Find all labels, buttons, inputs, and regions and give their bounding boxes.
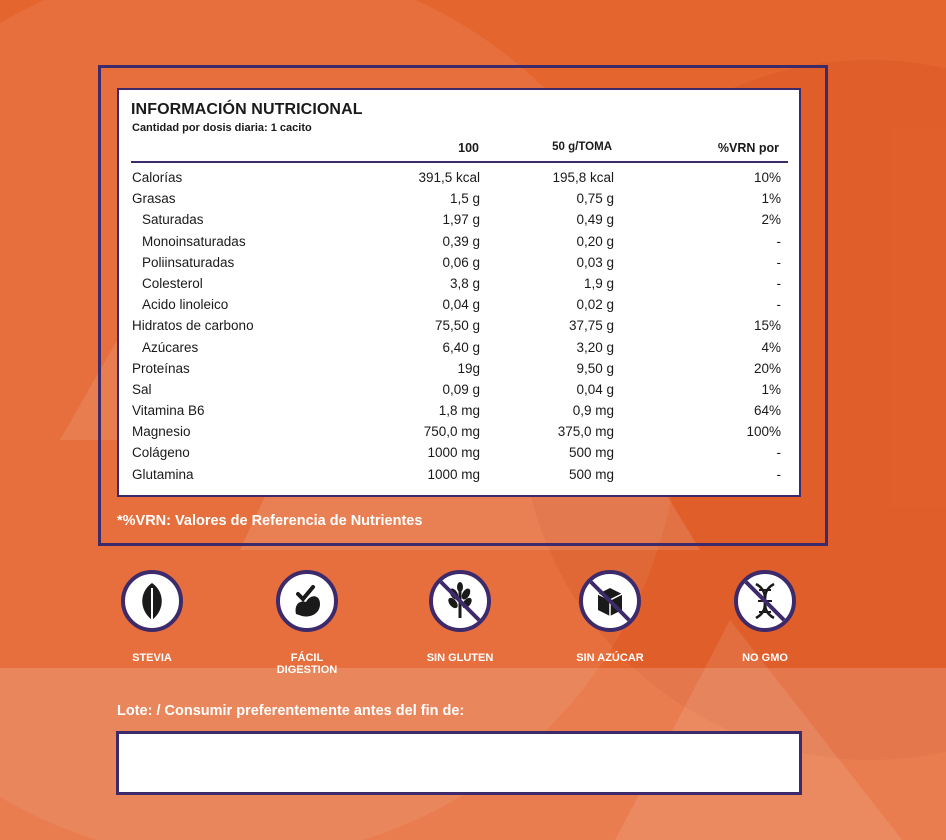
value-vrn: - — [776, 297, 781, 313]
header-divider — [131, 161, 788, 163]
nutrient-name: Sal — [132, 381, 152, 397]
value-per-100: 19g — [457, 360, 480, 376]
value-per-100: 1000 mg — [427, 445, 480, 461]
nutrient-name: Colesterol — [142, 275, 203, 291]
table-row — [131, 337, 788, 358]
value-per-100: 3,8 g — [449, 275, 480, 291]
value-vrn: - — [776, 233, 781, 249]
badge-sin-azucar — [550, 570, 670, 664]
panel-title: INFORMACIÓN NUTRICIONAL — [131, 101, 363, 118]
dna-crossed-icon — [734, 570, 796, 632]
nutrient-name: Magnesio — [132, 424, 191, 440]
column-header-per-serving: 50 g/TOMA — [552, 141, 612, 153]
stomach-check-icon — [276, 570, 338, 632]
table-row — [131, 294, 788, 315]
nutrient-name: Acido linoleico — [142, 297, 229, 313]
wheat-crossed-icon — [429, 570, 491, 632]
badge-label-text: FÁCIL DIGESTION — [276, 652, 338, 676]
value-per-serving: 0,03 g — [576, 254, 614, 270]
value-per-serving: 0,04 g — [576, 381, 614, 397]
leaf-icon — [121, 570, 183, 632]
value-per-serving: 9,50 g — [576, 360, 614, 376]
lote-field — [116, 731, 802, 795]
table-row — [131, 252, 788, 273]
value-per-100: 1,5 g — [449, 191, 480, 207]
value-per-100: 0,39 g — [442, 233, 480, 249]
value-vrn: - — [776, 275, 781, 291]
nutrient-name: Poliinsaturadas — [142, 254, 235, 270]
nutrient-name: Saturadas — [142, 212, 204, 228]
nutrient-name: Glutamina — [132, 466, 194, 482]
badge-label: NO GMO — [742, 652, 788, 664]
table-row — [131, 315, 788, 336]
value-per-serving: 500 mg — [568, 466, 614, 482]
value-per-serving: 0,75 g — [576, 191, 614, 207]
panel-subtitle: Cantidad por dosis diaria: 1 cacito — [132, 122, 312, 134]
nutrient-name: Grasas — [132, 191, 176, 207]
table-row — [131, 231, 788, 252]
nutrient-name: Azúcares — [142, 339, 199, 355]
nutrient-name: Calorías — [132, 170, 183, 185]
value-per-100: 0,06 g — [442, 254, 480, 270]
badge-sin-gluten — [400, 570, 520, 664]
nutrient-name: Monoinsaturadas — [142, 233, 246, 249]
table-row — [131, 167, 788, 188]
nutrient-name: Vitamina B6 — [132, 403, 205, 419]
value-per-100: 1,97 g — [442, 212, 480, 228]
value-vrn: 15% — [753, 318, 781, 334]
value-vrn: - — [776, 466, 781, 482]
value-vrn: - — [776, 254, 781, 270]
badge-no-gmo — [705, 570, 825, 664]
lote-label: Lote: / Consumir preferentemente antes del fin de: — [117, 703, 465, 719]
value-vrn: 100% — [746, 424, 781, 440]
value-per-serving: 375,0 mg — [557, 424, 614, 440]
table-row — [131, 421, 788, 442]
value-per-serving: 0,9 mg — [572, 403, 614, 419]
value-per-serving: 1,9 g — [583, 275, 614, 291]
value-per-100: 391,5 kcal — [418, 170, 480, 185]
table-row — [131, 442, 788, 463]
value-vrn: 20% — [753, 360, 781, 376]
table-row — [131, 379, 788, 400]
sugar-cube-crossed-icon — [579, 570, 641, 632]
value-per-serving: 0,02 g — [576, 297, 614, 313]
value-per-serving: 0,49 g — [576, 212, 614, 228]
value-per-serving: 3,20 g — [576, 339, 614, 355]
value-vrn: 1% — [761, 381, 781, 397]
value-vrn: 64% — [753, 403, 781, 419]
value-per-serving: 195,8 kcal — [552, 170, 614, 185]
column-header-vrn: %VRN por — [717, 141, 779, 155]
value-vrn: 10% — [753, 170, 781, 185]
value-per-100: 1000 mg — [427, 466, 480, 482]
vrn-footnote: *%VRN: Valores de Referencia de Nutrientes — [117, 513, 423, 529]
value-vrn: - — [776, 445, 781, 461]
nutrition-rows — [131, 167, 788, 485]
value-per-serving: 0,20 g — [576, 233, 614, 249]
table-row — [131, 400, 788, 421]
badge-facil-digestion — [247, 570, 367, 676]
value-per-serving: 37,75 g — [568, 318, 614, 334]
value-per-serving: 500 mg — [568, 445, 614, 461]
value-per-100: 6,40 g — [442, 339, 480, 355]
value-per-100: 0,04 g — [442, 297, 480, 313]
nutrient-name: Hidratos de carbono — [132, 318, 254, 334]
nutrition-table-card — [117, 88, 801, 497]
value-vrn: 4% — [761, 339, 781, 355]
table-row — [131, 273, 788, 294]
value-per-100: 0,09 g — [442, 381, 480, 397]
column-header-per-100: 100 — [458, 141, 479, 155]
badge-label — [247, 652, 367, 676]
nutrient-name: Colágeno — [132, 445, 190, 461]
table-row — [131, 188, 788, 209]
value-per-100: 75,50 g — [434, 318, 480, 334]
table-row — [131, 464, 788, 485]
value-vrn: 2% — [761, 212, 781, 228]
table-row — [131, 209, 788, 230]
value-per-100: 750,0 mg — [423, 424, 480, 440]
badge-label: STEVIA — [132, 652, 172, 664]
badge-stevia — [92, 570, 212, 664]
nutrient-name: Proteínas — [132, 360, 190, 376]
badge-label: SIN GLUTEN — [426, 652, 494, 664]
value-per-100: 1,8 mg — [438, 403, 480, 419]
badge-label: SIN AZÚCAR — [576, 652, 644, 664]
value-vrn: 1% — [761, 191, 781, 207]
table-row — [131, 358, 788, 379]
